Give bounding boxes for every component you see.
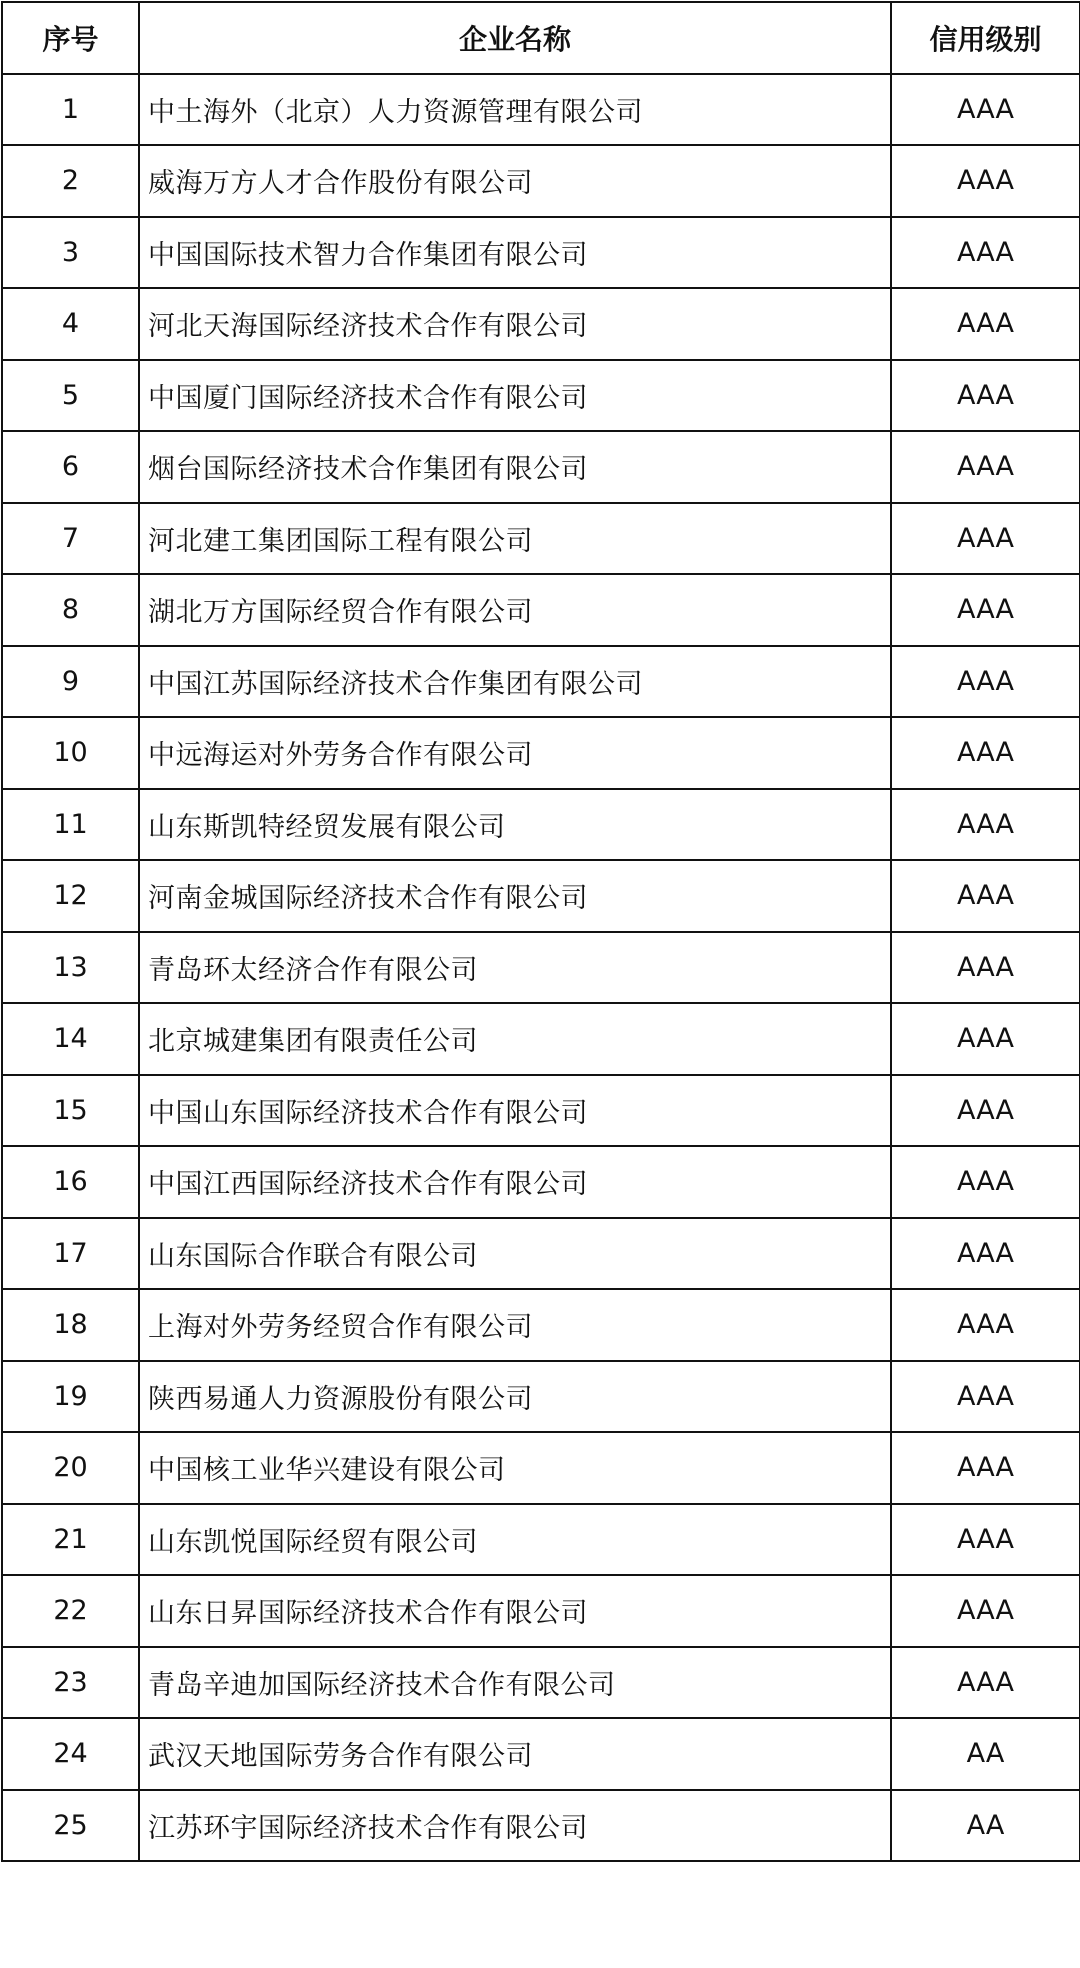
table-row (2, 1575, 1080, 1647)
table-row (2, 1647, 1080, 1719)
company-name-cell: 上海对外劳务经贸合作有限公司 (139, 1289, 891, 1361)
serial-number-cell: 21 (2, 1504, 139, 1576)
table-row (2, 145, 1080, 217)
table-row (2, 431, 1080, 503)
company-name-cell: 北京城建集团有限责任公司 (139, 1003, 891, 1075)
serial-number-cell: 12 (2, 860, 139, 932)
table-row (2, 717, 1080, 789)
serial-number-cell: 8 (2, 574, 139, 646)
serial-number-cell: 14 (2, 1003, 139, 1075)
credit-level-cell: AAA (891, 1647, 1080, 1719)
serial-number-cell: 20 (2, 1432, 139, 1504)
credit-level-cell: AAA (891, 1146, 1080, 1218)
company-name-cell: 陕西易通人力资源股份有限公司 (139, 1361, 891, 1433)
table-row (2, 1790, 1080, 1862)
credit-level-cell: AAA (891, 717, 1080, 789)
serial-number-cell: 2 (2, 145, 139, 217)
table-row (2, 1289, 1080, 1361)
table-row (2, 74, 1080, 146)
table-body (2, 74, 1080, 1862)
credit-rating-table (1, 1, 1080, 1862)
table-row (2, 288, 1080, 360)
serial-number-cell: 9 (2, 646, 139, 718)
serial-number-cell: 3 (2, 217, 139, 289)
table-row (2, 1218, 1080, 1290)
serial-number-cell: 23 (2, 1647, 139, 1719)
company-name-cell: 中国核工业华兴建设有限公司 (139, 1432, 891, 1504)
credit-level-cell: AAA (891, 1432, 1080, 1504)
credit-level-cell: AAA (891, 932, 1080, 1004)
table-header-row (2, 2, 1080, 74)
table-row (2, 574, 1080, 646)
serial-number-cell: 17 (2, 1218, 139, 1290)
credit-level-cell: AAA (891, 1289, 1080, 1361)
credit-level-cell: AA (891, 1718, 1080, 1790)
serial-number-cell: 19 (2, 1361, 139, 1433)
table-row (2, 503, 1080, 575)
company-name-cell: 青岛环太经济合作有限公司 (139, 932, 891, 1004)
credit-level-cell: AAA (891, 360, 1080, 432)
serial-number-cell: 16 (2, 1146, 139, 1218)
table-row (2, 860, 1080, 932)
company-name-cell: 山东斯凯特经贸发展有限公司 (139, 789, 891, 861)
company-name-cell: 中国厦门国际经济技术合作有限公司 (139, 360, 891, 432)
table-row (2, 932, 1080, 1004)
serial-number-cell: 1 (2, 74, 139, 146)
credit-level-cell: AAA (891, 860, 1080, 932)
company-name-cell: 山东凯悦国际经贸有限公司 (139, 1504, 891, 1576)
company-name-cell: 中国江苏国际经济技术合作集团有限公司 (139, 646, 891, 718)
company-name-cell: 湖北万方国际经贸合作有限公司 (139, 574, 891, 646)
table-row (2, 1003, 1080, 1075)
serial-number-cell: 10 (2, 717, 139, 789)
header-company-name: 企业名称 (139, 2, 891, 74)
company-name-cell: 青岛辛迪加国际经济技术合作有限公司 (139, 1647, 891, 1719)
company-name-cell: 中国山东国际经济技术合作有限公司 (139, 1075, 891, 1147)
company-name-cell: 河南金城国际经济技术合作有限公司 (139, 860, 891, 932)
serial-number-cell: 15 (2, 1075, 139, 1147)
credit-level-cell: AAA (891, 503, 1080, 575)
serial-number-cell: 25 (2, 1790, 139, 1862)
serial-number-cell: 7 (2, 503, 139, 575)
company-name-cell: 中土海外（北京）人力资源管理有限公司 (139, 74, 891, 146)
serial-number-cell: 13 (2, 932, 139, 1004)
credit-level-cell: AAA (891, 646, 1080, 718)
credit-level-cell: AAA (891, 789, 1080, 861)
serial-number-cell: 22 (2, 1575, 139, 1647)
table-row (2, 1718, 1080, 1790)
credit-level-cell: AAA (891, 1003, 1080, 1075)
credit-level-cell: AAA (891, 1075, 1080, 1147)
table-row (2, 789, 1080, 861)
table-row (2, 1361, 1080, 1433)
table-row (2, 360, 1080, 432)
company-name-cell: 武汉天地国际劳务合作有限公司 (139, 1718, 891, 1790)
credit-level-cell: AAA (891, 1361, 1080, 1433)
table-row (2, 1146, 1080, 1218)
credit-level-cell: AAA (891, 1575, 1080, 1647)
company-name-cell: 山东国际合作联合有限公司 (139, 1218, 891, 1290)
credit-level-cell: AAA (891, 74, 1080, 146)
table-row (2, 646, 1080, 718)
credit-level-cell: AA (891, 1790, 1080, 1862)
credit-level-cell: AAA (891, 217, 1080, 289)
table-row (2, 217, 1080, 289)
table-row (2, 1075, 1080, 1147)
serial-number-cell: 24 (2, 1718, 139, 1790)
credit-level-cell: AAA (891, 1218, 1080, 1290)
company-name-cell: 中国国际技术智力合作集团有限公司 (139, 217, 891, 289)
serial-number-cell: 11 (2, 789, 139, 861)
header-serial-number: 序号 (2, 2, 139, 74)
serial-number-cell: 18 (2, 1289, 139, 1361)
company-name-cell: 山东日昇国际经济技术合作有限公司 (139, 1575, 891, 1647)
credit-level-cell: AAA (891, 431, 1080, 503)
header-credit-level: 信用级别 (891, 2, 1080, 74)
credit-level-cell: AAA (891, 1504, 1080, 1576)
company-name-cell: 威海万方人才合作股份有限公司 (139, 145, 891, 217)
company-name-cell: 中远海运对外劳务合作有限公司 (139, 717, 891, 789)
credit-level-cell: AAA (891, 288, 1080, 360)
table-row (2, 1432, 1080, 1504)
table-row (2, 1504, 1080, 1576)
company-name-cell: 河北天海国际经济技术合作有限公司 (139, 288, 891, 360)
company-name-cell: 河北建工集团国际工程有限公司 (139, 503, 891, 575)
credit-level-cell: AAA (891, 574, 1080, 646)
credit-level-cell: AAA (891, 145, 1080, 217)
company-name-cell: 中国江西国际经济技术合作有限公司 (139, 1146, 891, 1218)
serial-number-cell: 5 (2, 360, 139, 432)
company-name-cell: 烟台国际经济技术合作集团有限公司 (139, 431, 891, 503)
serial-number-cell: 6 (2, 431, 139, 503)
company-name-cell: 江苏环宇国际经济技术合作有限公司 (139, 1790, 891, 1862)
serial-number-cell: 4 (2, 288, 139, 360)
